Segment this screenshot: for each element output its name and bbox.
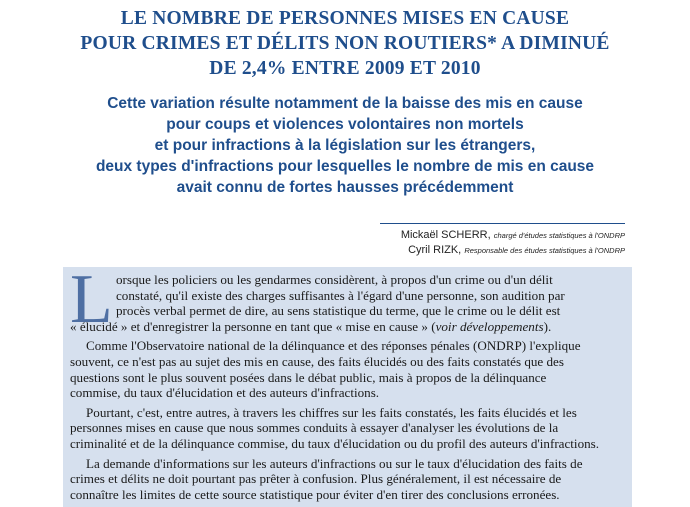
author-role: Responsable des études statistiques à l'ONDRP [464,246,625,255]
text-line: crimes et délits ne doit pourtant pas prêter à confusion. Plus généralement, il est nécessaire de [70,471,562,487]
author-role: chargé d'études statistiques à l'ONDRP [493,231,625,240]
authors-divider [380,223,625,224]
title-line: DE 2,4% ENTRE 2009 ET 2010 [209,58,481,79]
text-line: souvent, ce n'est pas au sujet des mis en cause, des faits élucidés ou des faits constatés que des [70,353,564,369]
text-line: La demande d'informations sur les auteurs d'infractions ou sur le taux d'élucidation des faits de [86,455,583,471]
text-line: Comme l'Observatoire national de la délinquance et des réponses pénales (ONDRP) l'explique [86,338,581,354]
text-line [70,319,623,335]
subtitle-line: pour coups et violences volontaires non mortels [166,116,524,133]
subtitle-line: Cette variation résulte notamment de la baisse des mis en cause [107,95,583,112]
text-line: criminalité et de la délinquance commise, du taux d'élucidation ou du profil des auteurs d'infractions. [70,435,600,451]
author-name: Cyril RIZK, [408,244,462,256]
text-line: commise, du taux d'élucidation et des auteurs d'infractions. [70,385,380,401]
text-line: connaître les limites de cette source statistique pour éviter d'en tirer des conclusions erronées. [70,486,560,502]
main-title [40,6,650,81]
subtitle-line: et pour infractions à la législation sur les étrangers, [154,137,536,154]
subtitle-line: avait connu de fortes hausses précédemment [176,179,514,196]
text-line: Pourtant, c'est, entre autres, à travers les chiffres sur les faits constatés, les faits élucidés et les [86,404,577,420]
intro-text [70,272,623,506]
title-line: POUR CRIMES ET DÉLITS NON ROUTIERS* A DIMINUÉ [80,33,610,54]
subtitle [20,93,670,198]
drop-cap: L [70,261,113,338]
text-line: orsque les policiers ou les gendarmes considèrent, à propos d'un crime ou d'un délit [116,272,553,287]
text-line: procès verbal permet de dire, au sens statistique du terme, que le crime ou le délit est [116,303,561,319]
paragraph-4 [70,456,623,503]
text-line: questions sont le plus souvent posées dans le débat public, mais à propos de la délinquance [70,369,547,385]
text-segment: ). [543,318,552,334]
author-name: Mickaël SCHERR, [400,229,491,241]
author-line [340,243,625,258]
paragraph-1 [70,272,623,334]
text-reference: voir développements [435,318,544,334]
author-line [340,228,625,243]
authors-block [340,228,625,258]
text-segment: « élucidé » et d'enregistrer la personne en tant que « mise en cause » ( [70,318,436,334]
text-line: personnes mises en cause que nous sommes conduits à essayer d'analyser les évolutions de la [70,420,559,436]
paragraph-3 [70,405,623,452]
text-line: constaté, qu'il existe des charges suffisantes à l'égard d'une personne, son audition par [116,287,565,303]
paragraph-2 [70,338,623,400]
subtitle-line: deux types d'infractions pour lesquelles le nombre de mis en cause [95,158,595,175]
title-line: LE NOMBRE DE PERSONNES MISES EN CAUSE [120,8,570,29]
